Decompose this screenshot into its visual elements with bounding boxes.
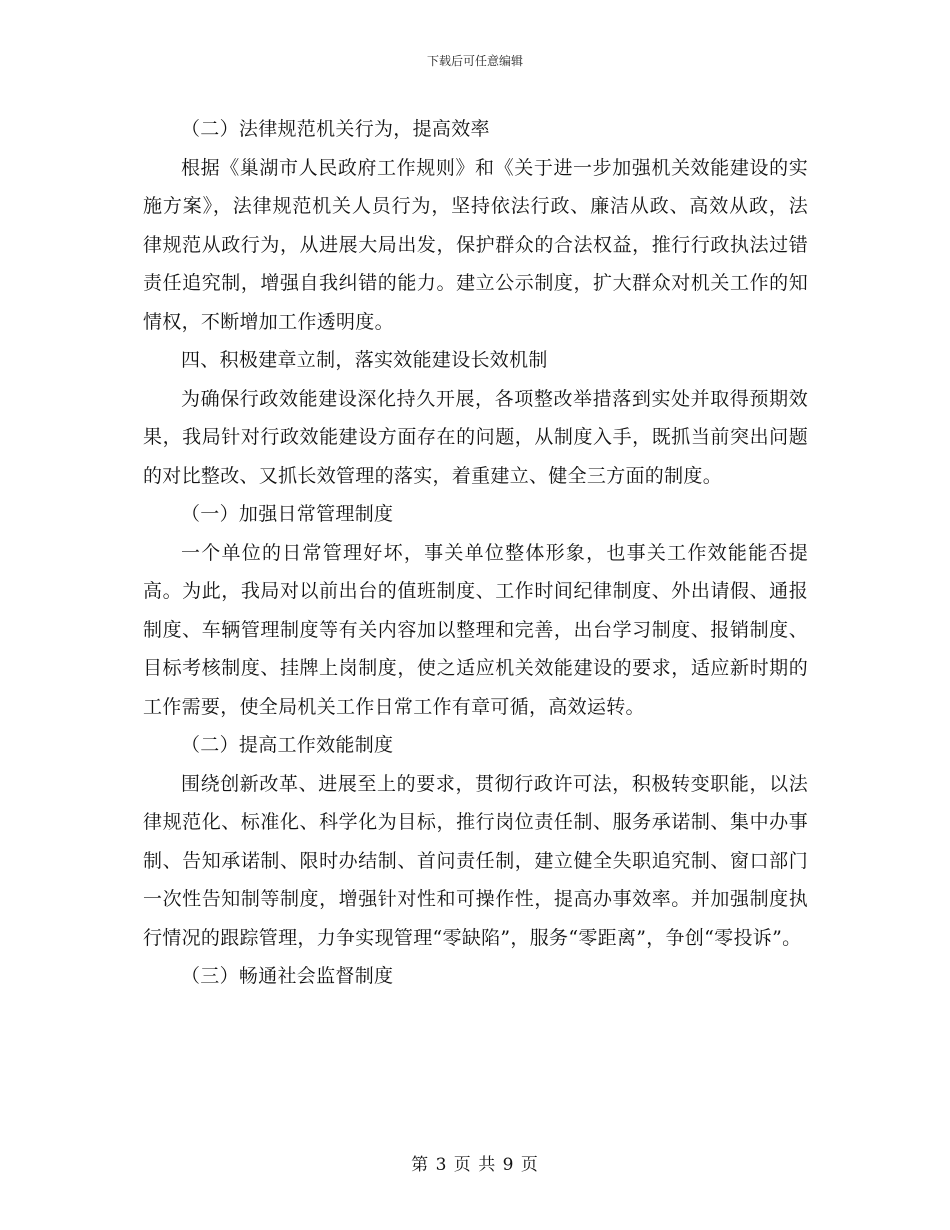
document-body: [143, 110, 808, 996]
section-heading-build-rules: 四、积极建章立制，落实效能建设长效机制: [181, 349, 548, 371]
page-number: 第 3 页 共 9 页: [411, 1155, 539, 1175]
section-heading-work-efficiency: （二）提高工作效能制度: [181, 734, 394, 756]
section-heading-regulate-behavior: （二）法律规范机关行为，提高效率: [181, 118, 490, 140]
section-heading-social-supervision: （三）畅通社会监督制度: [181, 965, 394, 987]
paragraph-build-rules: 为确保行政效能建设深化持久开展，各项整改举措落到实处并取得预期效果，我局针对行政效能建设方面存在的问题，从制度入手，既抓当前突出问题的对比整改、又抓长效管理的落实，着重建立、健全三方面的制度。: [143, 387, 808, 487]
page-header-note: 下载后可任意编辑: [426, 54, 523, 68]
paragraph-daily-management: 一个单位的日常管理好坏，事关单位整体形象，也事关工作效能能否提高。为此，我局对以前出台的值班制度、工作时间纪律制度、外出请假、通报制度、车辆管理制度等有关内容加以整理和完善，出台学习制度、报销制度、目标考核制度、挂牌上岗制度，使之适应机关效能建设的要求，适应新时期的工作需要，使全局机关工作日常工作有章可循，高效运转。: [143, 541, 808, 718]
paragraph-work-efficiency: 围绕创新改革、进展至上的要求，贯彻行政许可法，积极转变职能，以法律规范化、标准化、科学化为目标，推行岗位责任制、服务承诺制、集中办事制、告知承诺制、限时办结制、首问责任制，建立健全失职追究制、窗口部门一次性告知制等制度，增强针对性和可操作性，提高办事效率。并加强制度执行情况的跟踪管理，力争实现管理“零缺陷”，服务“零距离”，争创“零投诉”。: [143, 772, 808, 949]
section-heading-daily-management: （一）加强日常管理制度: [181, 503, 394, 525]
paragraph-regulate-behavior: 根据《巢湖市人民政府工作规则》和《关于进一步加强机关效能建设的实施方案》，法律规范机关人员行为，坚持依法行政、廉洁从政、高效从政，法律规范从政行为，从进展大局出发，保护群众的合法权益，推行行政执法过错责任追究制，增强自我纠错的能力。建立公示制度，扩大群众对机关工作的知情权，不断增加工作透明度。: [143, 156, 808, 333]
